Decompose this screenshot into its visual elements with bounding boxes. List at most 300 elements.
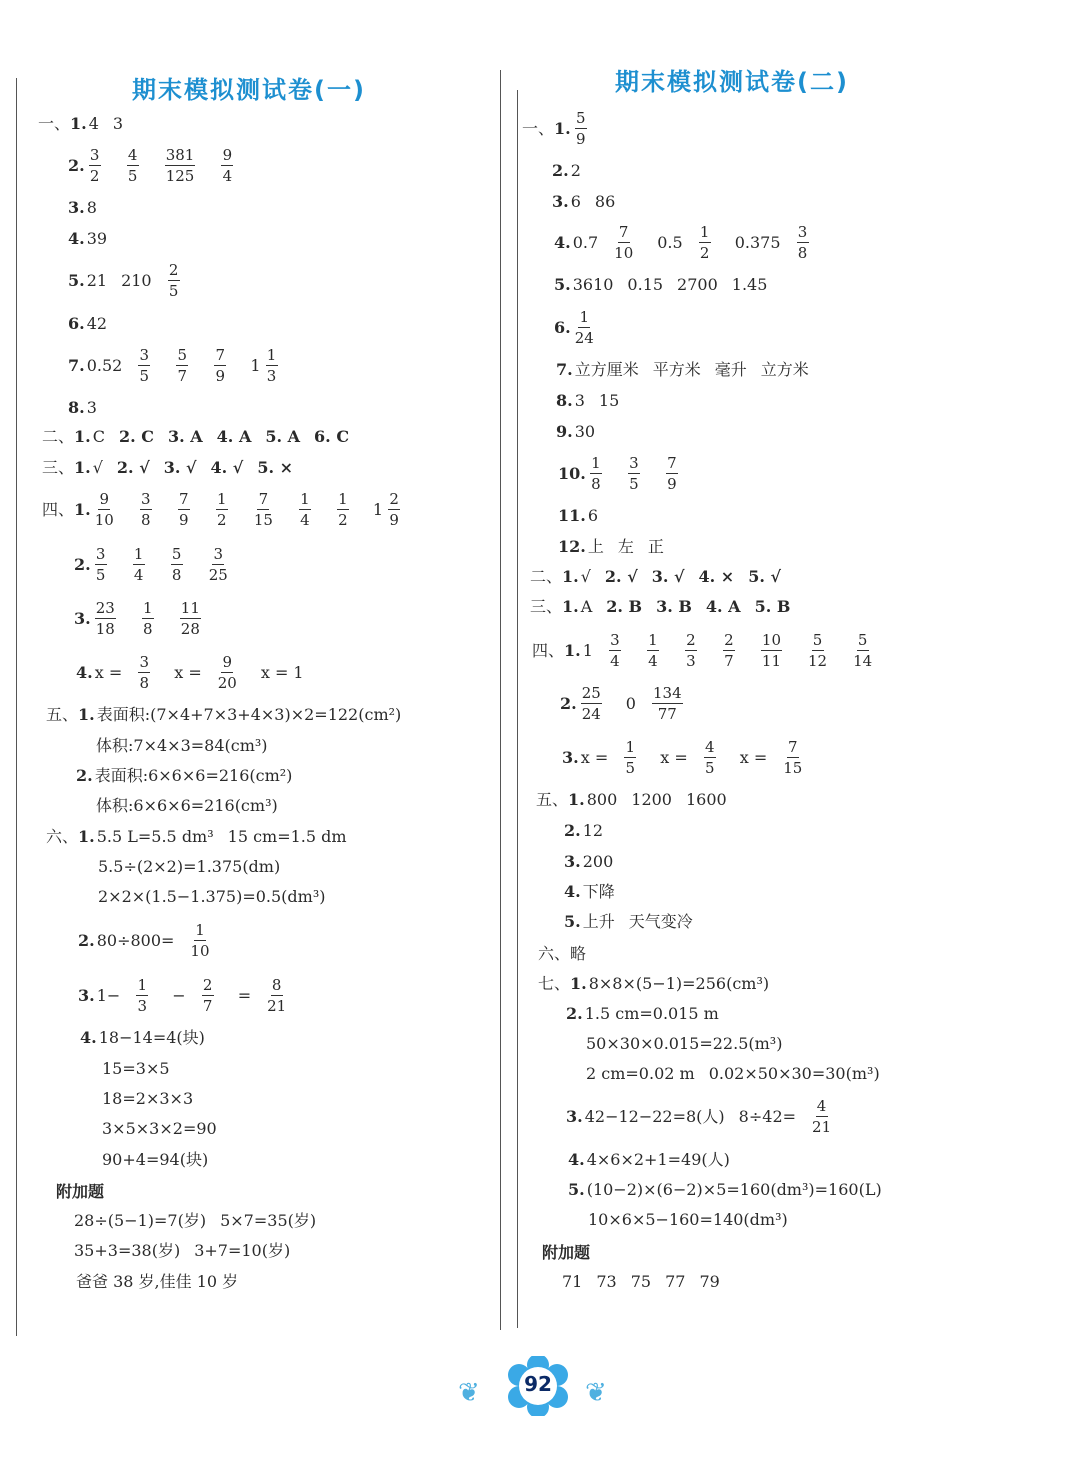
item-number: 3. — [552, 192, 569, 211]
numerator: 1 — [300, 490, 310, 508]
answer-text: 200 — [582, 852, 614, 871]
item-number: 3. — [562, 748, 579, 767]
answer-text: 18=2×3×3 — [102, 1089, 194, 1108]
fraction-stack — [609, 633, 621, 669]
denominator: 14 — [853, 652, 873, 670]
numerator: 3 — [89, 146, 100, 164]
answer-text: 5. A — [265, 427, 301, 446]
fraction — [166, 263, 194, 299]
denominator: 5 — [139, 367, 150, 385]
fraction-stack — [797, 225, 809, 261]
fraction — [178, 601, 215, 637]
numerator: 5 — [177, 346, 188, 364]
sprout-left-icon: ❦ — [458, 1378, 480, 1408]
answer-text: 平方米 — [652, 360, 701, 379]
numerator: 1 — [266, 346, 277, 364]
answer-text: 50×30×0.015=22.5(m³) — [586, 1034, 783, 1053]
denominator: 7 — [177, 367, 188, 385]
denominator: 12 — [808, 652, 828, 670]
item-number: 3. — [564, 852, 581, 871]
answer-text: 15 — [598, 391, 620, 410]
answer-text: 3 — [112, 114, 124, 133]
item-number: 1. — [570, 974, 587, 993]
answer-text: 2. √ — [116, 458, 150, 477]
fraction — [219, 148, 247, 184]
fraction — [212, 348, 240, 384]
fraction — [588, 456, 616, 492]
answer-text: 4. × — [698, 567, 735, 586]
numerator: 5 — [171, 545, 182, 563]
answer-text: 90+4=94(块) — [102, 1150, 209, 1169]
numerator: 3 — [629, 454, 639, 472]
answer-text: 3610 — [572, 275, 614, 294]
answer-text: 2×2×(1.5−1.375)=0.5(dm³) — [98, 887, 326, 906]
item-number: 1. — [78, 827, 95, 846]
answer-text: 30 — [574, 422, 596, 441]
denominator: 2 — [89, 167, 100, 185]
denominator: 20 — [217, 674, 237, 692]
fraction — [216, 655, 251, 691]
answer-text: x = 1 — [260, 663, 304, 682]
numerator: 381 — [165, 146, 195, 164]
item-number: 1. — [562, 567, 579, 586]
denominator: 8 — [141, 511, 151, 529]
fraction-stack — [808, 633, 827, 669]
fraction-stack — [647, 633, 659, 669]
item-number: 2. — [78, 931, 95, 950]
mixed-number — [373, 492, 414, 528]
denominator: 3 — [266, 367, 277, 385]
answer-text: 18−14=4(块) — [98, 1028, 205, 1047]
item-number: 4. — [76, 663, 93, 682]
answer-text: 2700 — [677, 275, 718, 294]
answer-text: 体积:7×4×3=84(cm³) — [96, 736, 268, 755]
answer-text: 3. √ — [163, 458, 197, 477]
numerator: 3 — [95, 545, 106, 563]
denominator: 8 — [139, 674, 149, 692]
numerator: 2 — [686, 631, 696, 649]
fraction — [607, 633, 635, 669]
fraction — [207, 547, 242, 583]
answer-text: 3 — [86, 398, 97, 417]
denominator: 7 — [724, 652, 734, 670]
answer-text: 5.5÷(2×2)=1.375(dm) — [98, 857, 281, 876]
item-number: 1. — [74, 427, 91, 446]
answer-text: 6 — [587, 506, 599, 525]
numerator: 4 — [704, 738, 715, 756]
fraction-stack — [202, 978, 214, 1014]
numerator: 11 — [180, 599, 200, 617]
numerator: 5 — [857, 631, 868, 649]
fraction — [664, 456, 692, 492]
fraction-stack — [178, 492, 190, 528]
denominator: 9 — [575, 130, 586, 148]
fraction-stack — [89, 148, 101, 184]
denominator: 4 — [222, 167, 233, 185]
numerator: 1 — [625, 738, 635, 756]
answer-text: x = — [174, 663, 202, 682]
answer-text: 28÷(5−1)=7(岁) — [74, 1211, 207, 1230]
page-number: 92 — [524, 1372, 552, 1396]
section-label: 一、 — [522, 119, 555, 138]
answer-text: 10×6×5−160=140(dm³) — [588, 1210, 788, 1229]
numerator: 1 — [217, 490, 227, 508]
numerator: 1 — [591, 454, 601, 472]
answer-text: 3. B — [656, 597, 692, 616]
answer-text: 体积:6×6×6=216(cm³) — [96, 796, 278, 815]
item-number: 6. — [68, 314, 85, 333]
numerator: 3 — [610, 631, 620, 649]
numerator: 3 — [139, 653, 149, 671]
fraction-stack — [171, 547, 183, 583]
fraction — [573, 111, 601, 147]
fraction-stack — [267, 978, 286, 1014]
fraction-stack — [209, 547, 228, 583]
denominator: 11 — [761, 652, 781, 670]
item-number: 1. — [74, 458, 91, 477]
numerator: 9 — [222, 146, 233, 164]
fraction-stack — [133, 547, 145, 583]
fraction-stack — [590, 456, 602, 492]
item-number: 5. — [568, 1180, 585, 1199]
numerator: 2 — [202, 976, 213, 994]
denominator: 15 — [253, 511, 273, 529]
answer-text: 210 — [121, 271, 152, 290]
numerator: 5 — [812, 631, 823, 649]
answer-text: 4 — [88, 114, 99, 133]
answer-text: 75 — [630, 1272, 652, 1291]
fraction-stack — [95, 492, 114, 528]
item-number: 5. — [564, 912, 581, 931]
item-number: 1. — [74, 500, 91, 519]
answer-text: 表面积:6×6×6=216(cm²) — [94, 766, 293, 785]
answer-text: 2. √ — [604, 567, 638, 586]
fraction-stack — [685, 633, 697, 669]
left-title: 期末模拟测试卷(一) — [132, 76, 366, 104]
fraction — [622, 740, 650, 776]
fraction-stack — [614, 225, 633, 261]
mixed-number — [250, 348, 291, 384]
numerator: 1 — [195, 921, 205, 939]
answer-text: 0.5 — [657, 233, 683, 252]
answer-text: 立方厘米 — [574, 360, 639, 379]
answer-text: 0.15 — [627, 275, 664, 294]
answer-text: 0.375 — [734, 233, 781, 252]
section-label: 一、 — [38, 114, 71, 133]
answer-text: 77 — [665, 1272, 686, 1291]
denominator: 5 — [629, 475, 639, 493]
answer-text: 42−12−22=8(人) — [584, 1107, 725, 1126]
answer-text: 12 — [582, 821, 604, 840]
denominator: 21 — [267, 997, 287, 1015]
fraction-stack — [140, 492, 152, 528]
section-label: 四、 — [532, 641, 565, 660]
item-number: 7. — [556, 360, 573, 379]
denominator: 15 — [783, 759, 803, 777]
answer-text: (10−2)×(6−2)×5=160(dm³)=160(L) — [586, 1180, 882, 1199]
fraction-stack — [127, 148, 139, 184]
denominator: 4 — [610, 652, 620, 670]
fraction — [683, 633, 711, 669]
answer-text: x = — [660, 748, 688, 767]
fraction-stack — [628, 456, 640, 492]
fraction-stack — [723, 633, 735, 669]
answer-text: 2. B — [606, 597, 643, 616]
fraction-stack — [652, 686, 683, 722]
item-number: 1. — [568, 790, 585, 809]
fraction-stack — [221, 148, 233, 184]
denominator: 18 — [95, 620, 115, 638]
numerator: 1 — [133, 545, 144, 563]
fraction — [697, 225, 725, 261]
item-number: 3. — [566, 1107, 583, 1126]
answer-text: 15=3×5 — [102, 1059, 170, 1078]
answer-text: 5. √ — [748, 567, 781, 586]
fraction — [626, 456, 654, 492]
denominator: 4 — [300, 511, 310, 529]
numerator: 25 — [581, 684, 601, 702]
numerator: 1 — [338, 490, 348, 508]
answer-text: 21 — [86, 271, 108, 290]
fraction-stack — [216, 492, 228, 528]
fraction-stack — [165, 148, 196, 184]
answer-text: 79 — [699, 1272, 720, 1291]
numerator: 10 — [761, 631, 781, 649]
fraction-stack — [266, 348, 278, 384]
answer-text: 上 — [587, 537, 604, 556]
numerator: 7 — [258, 490, 269, 508]
fraction-stack — [95, 547, 107, 583]
denominator: 21 — [812, 1118, 832, 1136]
item-number: 5. — [554, 275, 571, 294]
answer-text: = — [237, 986, 252, 1005]
answer-text: 3×5×3×2=90 — [102, 1119, 217, 1138]
numerator: 2 — [389, 490, 399, 508]
denominator: 10 — [614, 244, 634, 262]
right-column-rule — [517, 90, 518, 1328]
answer-text: 6. C — [314, 427, 350, 446]
fraction — [93, 492, 128, 528]
numerator: 4 — [816, 1097, 827, 1115]
numerator: 1 — [648, 631, 658, 649]
fraction — [174, 348, 202, 384]
fraction-stack — [624, 740, 636, 776]
fraction — [265, 978, 300, 1014]
denominator: 24 — [581, 705, 601, 723]
fraction — [138, 492, 166, 528]
section-label: 三、 — [42, 458, 75, 477]
answer-text: − — [172, 986, 186, 1005]
answer-text: C — [92, 427, 105, 446]
answer-text: 4. √ — [210, 458, 244, 477]
fraction-stack — [299, 492, 311, 528]
numerator: 8 — [271, 976, 282, 994]
section-label: 三、 — [530, 597, 563, 616]
answer-text: 毫升 — [714, 360, 747, 379]
fraction — [136, 655, 164, 691]
answer-text: 附加题 — [542, 1243, 591, 1262]
answer-text: √ — [92, 458, 103, 477]
item-number: 3. — [68, 198, 85, 217]
fraction — [131, 547, 159, 583]
answer-text: 80÷800= — [96, 931, 175, 950]
answer-text: 39 — [86, 229, 108, 248]
numerator: 3 — [139, 346, 150, 364]
answer-text: 3. A — [167, 427, 203, 446]
fraction-stack — [761, 633, 782, 669]
fraction — [806, 633, 841, 669]
whole-part: 1 — [372, 500, 384, 519]
denominator: 5 — [625, 759, 635, 777]
item-number: 2. — [566, 1004, 583, 1023]
fraction — [702, 740, 730, 776]
fraction-stack — [138, 348, 150, 384]
denominator: 4 — [133, 566, 144, 584]
answer-text: 8÷42= — [738, 1107, 797, 1126]
answer-text: 5. B — [754, 597, 791, 616]
answer-text: 1.5 cm=0.015 m — [584, 1004, 719, 1023]
answer-text: A — [580, 597, 593, 616]
fraction — [163, 148, 210, 184]
item-number: 11. — [558, 506, 586, 525]
denominator: 9 — [215, 367, 226, 385]
answer-text: x = — [94, 663, 123, 682]
denominator: 7 — [202, 997, 213, 1015]
answer-text: 3. √ — [651, 567, 685, 586]
answer-text: 1− — [96, 986, 121, 1005]
fraction-stack — [180, 601, 201, 637]
numerator: 7 — [788, 738, 798, 756]
item-number: 1. — [554, 119, 571, 138]
fraction-stack — [138, 655, 150, 691]
fraction — [781, 740, 816, 776]
answer-text: 立方米 — [760, 360, 809, 379]
answer-text: 42 — [86, 314, 108, 333]
item-number: 2. — [560, 694, 577, 713]
numerator: 7 — [215, 346, 226, 364]
denominator: 9 — [179, 511, 189, 529]
answer-text: 73 — [596, 1272, 617, 1291]
item-number: 6. — [554, 318, 571, 337]
denominator: 25 — [208, 566, 228, 584]
fraction — [125, 148, 153, 184]
item-number: 3. — [74, 609, 91, 628]
answer-text: 8×8×(5−1)=256(cm³) — [588, 974, 770, 993]
numerator: 9 — [222, 653, 233, 671]
item-number: 9. — [556, 422, 573, 441]
answer-text: 2. C — [118, 427, 154, 446]
fraction — [134, 978, 162, 1014]
section-label: 二、 — [530, 567, 563, 586]
item-number: 1. — [70, 114, 87, 133]
denominator: 28 — [180, 620, 200, 638]
fraction-stack — [337, 492, 349, 528]
denominator: 125 — [165, 167, 195, 185]
denominator: 5 — [95, 566, 106, 584]
fraction — [851, 633, 886, 669]
fraction-stack — [575, 310, 594, 346]
fraction-stack — [95, 601, 116, 637]
right-title: 期末模拟测试卷(二) — [615, 68, 849, 96]
fraction-stack — [812, 1099, 831, 1135]
fraction — [573, 310, 608, 346]
section-label: 四、 — [42, 500, 75, 519]
fraction-stack — [176, 348, 188, 384]
fraction-stack — [214, 348, 226, 384]
fraction-stack — [853, 633, 872, 669]
fraction-stack — [388, 492, 400, 528]
fraction — [169, 547, 197, 583]
fraction — [200, 978, 228, 1014]
fraction-stack — [783, 740, 802, 776]
answer-text: 1600 — [685, 790, 727, 809]
fraction — [93, 547, 121, 583]
denominator: 2 — [217, 511, 227, 529]
section-label: 六、 — [46, 827, 79, 846]
answer-text: 6 — [570, 192, 581, 211]
fraction — [297, 492, 325, 528]
item-number: 4. — [80, 1028, 97, 1047]
denominator: 2 — [699, 244, 710, 262]
answer-text: 8 — [86, 198, 97, 217]
denominator: 9 — [667, 475, 677, 493]
fraction — [810, 1099, 845, 1135]
center-divider — [500, 70, 501, 1330]
fraction — [140, 601, 168, 637]
numerator: 2 — [168, 261, 179, 279]
answer-text: 正 — [647, 537, 664, 556]
denominator: 2 — [338, 511, 348, 529]
answer-text: 4×6×2+1=49(人) — [586, 1150, 730, 1169]
numerator: 4 — [127, 146, 138, 164]
item-number: 8. — [68, 398, 85, 417]
answer-text: 71 — [562, 1272, 583, 1291]
item-number: 3. — [78, 986, 95, 1005]
denominator: 10 — [190, 942, 210, 960]
item-number: 2. — [68, 156, 85, 175]
numerator: 1 — [579, 308, 590, 326]
fraction — [650, 686, 697, 722]
item-number: 5. — [68, 271, 85, 290]
fraction-stack — [168, 263, 180, 299]
answer-text: 86 — [594, 192, 616, 211]
denominator: 10 — [94, 511, 114, 529]
answer-text: 5×7=35(岁) — [220, 1211, 317, 1230]
answer-text: 天气变冷 — [628, 912, 693, 931]
item-number: 1. — [564, 641, 581, 660]
section-label: 二、 — [42, 427, 75, 446]
fraction — [335, 492, 363, 528]
section-label: 七、 — [538, 974, 571, 993]
answer-text: 5. × — [257, 458, 293, 477]
fraction — [136, 348, 164, 384]
numerator: 1 — [699, 223, 710, 241]
section-label: 五、 — [46, 705, 79, 724]
numerator: 9 — [99, 490, 110, 508]
item-number: 2. — [76, 766, 93, 785]
answer-text: 3 — [574, 391, 585, 410]
answer-text: 1.45 — [731, 275, 768, 294]
answer-text: 爸爸 38 岁,佳佳 10 岁 — [76, 1272, 239, 1291]
fraction — [252, 492, 287, 528]
item-number: 4. — [564, 882, 581, 901]
numerator: 5 — [575, 109, 586, 127]
item-number: 4. — [568, 1150, 585, 1169]
fraction-stack — [581, 686, 602, 722]
item-number: 4. — [554, 233, 571, 252]
answer-text: 附加题 — [56, 1182, 105, 1201]
item-number: 12. — [558, 537, 586, 556]
